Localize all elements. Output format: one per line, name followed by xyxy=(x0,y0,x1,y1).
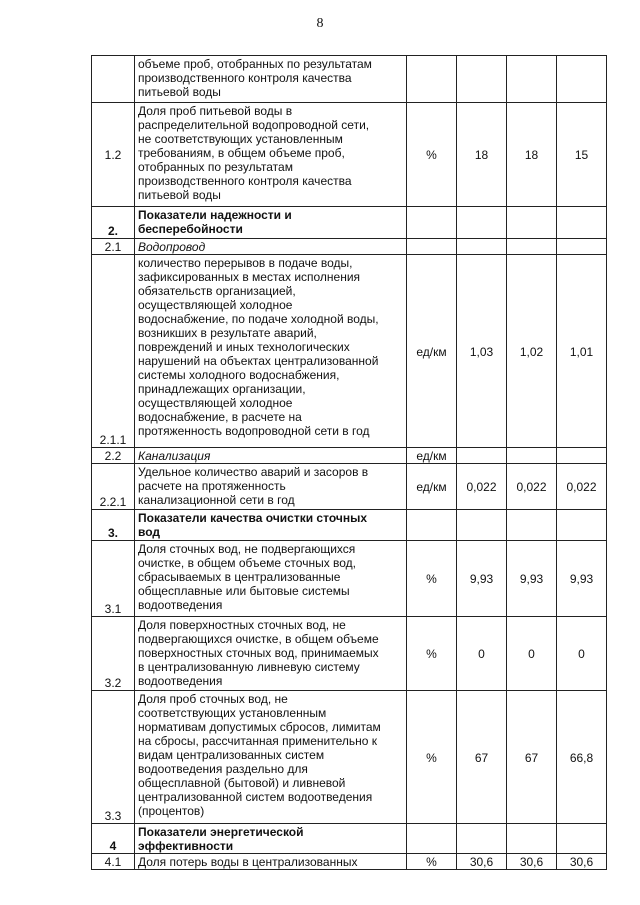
value-cell-1 xyxy=(457,510,507,541)
value-cell-2 xyxy=(507,510,557,541)
row-number: 2.1.1 xyxy=(92,255,135,448)
value-cell-1: 30,6 xyxy=(457,854,507,870)
unit-cell: % xyxy=(407,691,457,824)
value-cell-3: 9,93 xyxy=(557,541,607,617)
indicator-text: Доля потерь воды в централизованных xyxy=(135,854,407,870)
page-number: 8 xyxy=(316,16,324,31)
unit-cell: % xyxy=(407,103,457,207)
value-cell-3 xyxy=(557,824,607,854)
table-row xyxy=(92,510,607,541)
value-cell-1 xyxy=(457,824,507,854)
value-cell-3: 0 xyxy=(557,617,607,691)
unit-cell xyxy=(407,56,457,103)
value-cell-1: 18 xyxy=(457,103,507,207)
value-cell-1: 67 xyxy=(457,691,507,824)
value-cell-1: 1,03 xyxy=(457,255,507,448)
section-heading: Показатели надежности и бесперебойности xyxy=(135,207,407,239)
row-number xyxy=(92,56,135,103)
unit-cell: ед/км xyxy=(407,255,457,448)
row-number: 1.2 xyxy=(92,103,135,207)
value-cell-1 xyxy=(457,56,507,103)
value-cell-2: 18 xyxy=(507,103,557,207)
subsection-heading: Водопровод xyxy=(135,239,407,255)
row-number: 4 xyxy=(92,824,135,854)
value-cell-2 xyxy=(507,448,557,464)
indicator-text: Доля сточных вод, не подвергающихся очистке, в общем объеме сточных вод, сбрасываемых в централизованные общесплавные или бытовые системы водоотведения xyxy=(135,541,407,617)
unit-cell: ед/км xyxy=(407,448,457,464)
value-cell-1 xyxy=(457,207,507,239)
value-cell-2 xyxy=(507,56,557,103)
value-cell-2 xyxy=(507,207,557,239)
value-cell-3 xyxy=(557,448,607,464)
row-number: 3.3 xyxy=(92,691,135,824)
indicator-text: объеме проб, отобранных по результатам производственного контроля качества питьевой воды xyxy=(135,56,407,103)
unit-cell: % xyxy=(407,617,457,691)
row-number: 3. xyxy=(92,510,135,541)
row-number: 2.2.1 xyxy=(92,464,135,510)
subsection-heading: Канализация xyxy=(135,448,407,464)
table-row xyxy=(92,691,607,824)
value-cell-2 xyxy=(507,239,557,255)
value-cell-3 xyxy=(557,239,607,255)
row-number: 3.1 xyxy=(92,541,135,617)
table-row xyxy=(92,239,607,255)
indicator-text: количество перерывов в подаче воды, зафиксированных в местах исполнения обязательств организацией, осуществляющей холодное водоснабжение, по подаче холодной воды, возникших в результате аварий, повреждений и иных технологических нарушений на объектах централизованной системы холодного водоснабжения, принадлежащих организации, осуществляющей холодное водоснабжение, в расчете на протяженность водопроводной сети в год xyxy=(135,255,407,448)
row-number: 2.2 xyxy=(92,448,135,464)
value-cell-1 xyxy=(457,239,507,255)
value-cell-2: 9,93 xyxy=(507,541,557,617)
table-row xyxy=(92,854,607,870)
indicator-text: Доля проб сточных вод, не соответствующих установленным нормативам допустимых сбросов, лимитам на сбросы, рассчитанная применительно к видам централизованных систем водоотведения раздельно для общесплавной (бытовой) и ливневой централизованной систем водоотведения (процентов) xyxy=(135,691,407,824)
value-cell-3 xyxy=(557,207,607,239)
table-row xyxy=(92,448,607,464)
value-cell-3 xyxy=(557,510,607,541)
row-number: 3.2 xyxy=(92,617,135,691)
table-row xyxy=(92,255,607,448)
value-cell-3: 30,6 xyxy=(557,854,607,870)
value-cell-1 xyxy=(457,448,507,464)
value-cell-2: 30,6 xyxy=(507,854,557,870)
row-number: 2. xyxy=(92,207,135,239)
unit-cell xyxy=(407,510,457,541)
indicator-text: Удельное количество аварий и засоров в расчете на протяженность канализационной сети в год xyxy=(135,464,407,510)
value-cell-1: 0 xyxy=(457,617,507,691)
value-cell-2: 0 xyxy=(507,617,557,691)
table-row xyxy=(92,824,607,854)
value-cell-2: 1,02 xyxy=(507,255,557,448)
value-cell-2: 67 xyxy=(507,691,557,824)
indicators-table xyxy=(91,55,607,870)
indicator-text: Доля проб питьевой воды в распределительной водопроводной сети, не соответствующих установленным требованиям, в общем объеме проб, отобранных по результатам производственного контроля качества питьевой воды xyxy=(135,103,407,207)
table-row xyxy=(92,617,607,691)
unit-cell: % xyxy=(407,541,457,617)
value-cell-2: 0,022 xyxy=(507,464,557,510)
section-heading: Показатели качества очистки сточных вод xyxy=(135,510,407,541)
table-row xyxy=(92,464,607,510)
value-cell-3: 0,022 xyxy=(557,464,607,510)
indicator-text: Доля поверхностных сточных вод, не подвергающихся очистке, в общем объеме поверхностных сточных вод, принимаемых в централизованную ливневую систему водоотведения xyxy=(135,617,407,691)
unit-cell xyxy=(407,207,457,239)
value-cell-3: 15 xyxy=(557,103,607,207)
unit-cell: ед/км xyxy=(407,464,457,510)
unit-cell xyxy=(407,239,457,255)
table-row xyxy=(92,207,607,239)
value-cell-3: 66,8 xyxy=(557,691,607,824)
table-row xyxy=(92,103,607,207)
value-cell-2 xyxy=(507,824,557,854)
unit-cell: % xyxy=(407,854,457,870)
section-heading: Показатели энергетической эффективности xyxy=(135,824,407,854)
value-cell-1: 0,022 xyxy=(457,464,507,510)
table-row xyxy=(92,56,607,103)
table-row xyxy=(92,541,607,617)
value-cell-1: 9,93 xyxy=(457,541,507,617)
unit-cell xyxy=(407,824,457,854)
value-cell-3 xyxy=(557,56,607,103)
row-number: 4.1 xyxy=(92,854,135,870)
value-cell-3: 1,01 xyxy=(557,255,607,448)
row-number: 2.1 xyxy=(92,239,135,255)
